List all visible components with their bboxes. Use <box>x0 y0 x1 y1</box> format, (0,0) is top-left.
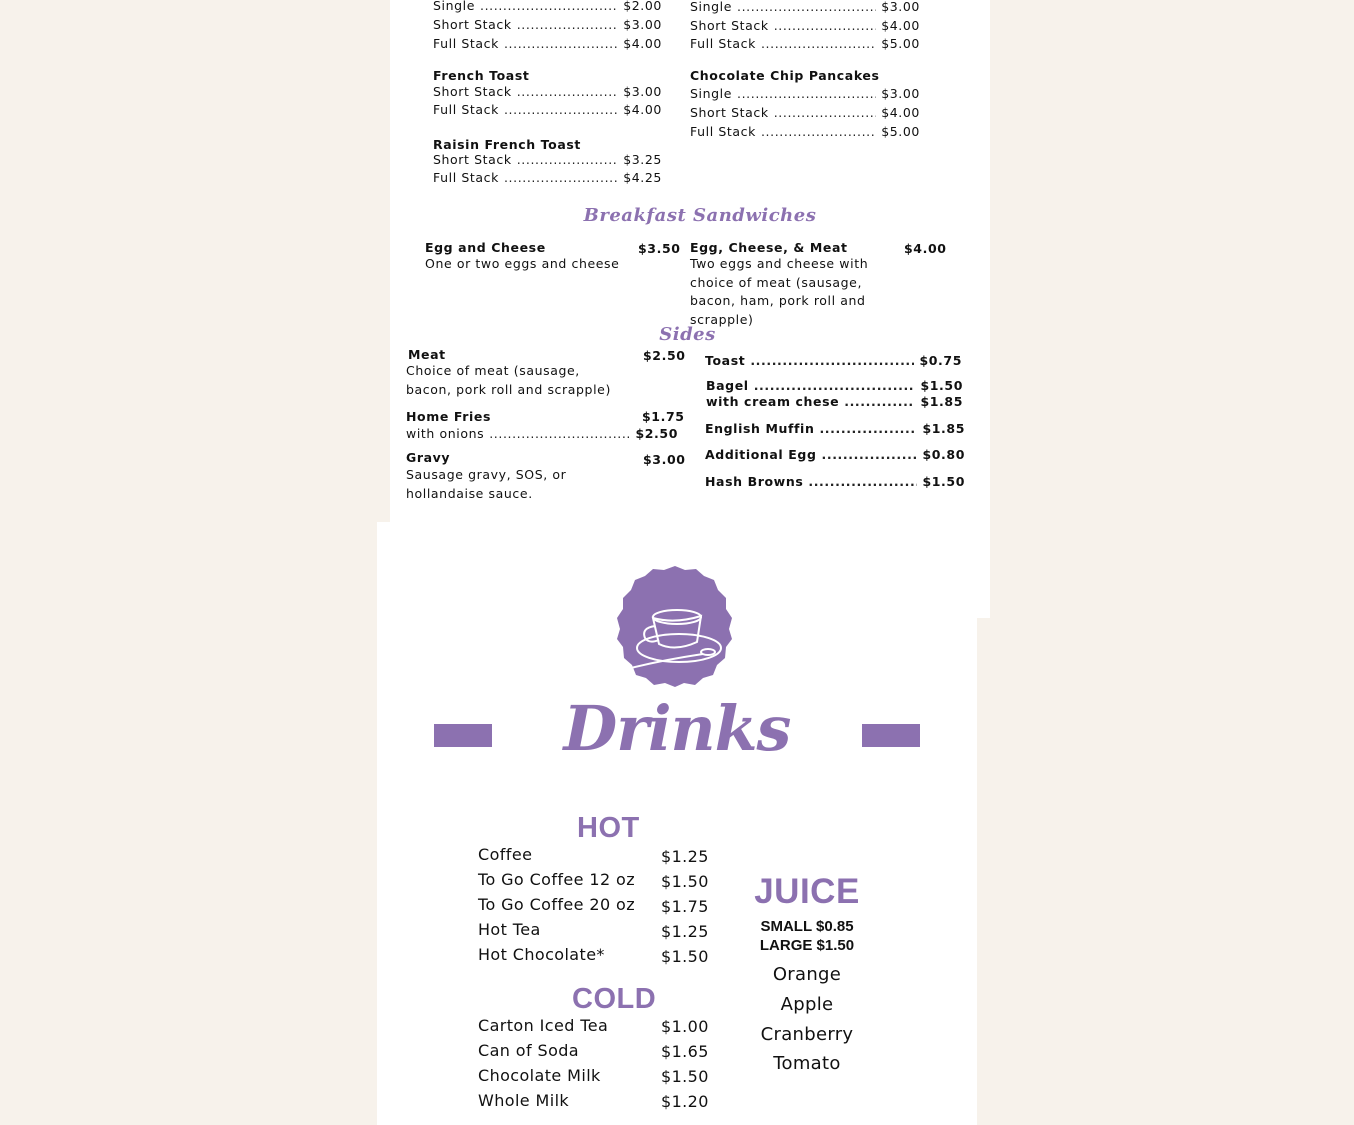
drinks-title: Drinks <box>563 692 791 765</box>
drink-name: Coffee <box>478 845 533 864</box>
juice-size-small: SMALL $0.85 <box>760 918 854 935</box>
coffee-cup-icon <box>613 564 737 688</box>
menu-row: Toast ..... $0.75 <box>705 353 962 368</box>
menu-row: Single ..... $3.00 <box>690 0 920 14</box>
drink-price: $1.20 <box>661 1092 709 1111</box>
drink-price: $1.50 <box>661 872 709 891</box>
item-description: Two eggs and cheese with choice of meat (sausage, bacon, ham, pork roll and scrapple) <box>690 256 869 327</box>
menu-row: Single ..... $3.00 <box>690 86 920 101</box>
menu-row: with onions ..... $2.50 <box>406 426 678 441</box>
section-heading-sides: Sides <box>659 324 716 345</box>
menu-row: Short Stack ..... $3.00 <box>433 17 662 32</box>
drink-name: Whole Milk <box>478 1091 570 1110</box>
item-heading-chocolate-chip-pancakes: Chocolate Chip Pancakes <box>690 68 880 83</box>
item-description: Sausage gravy, SOS, or hollandaise sauce. <box>406 467 567 501</box>
menu-row: with cream chese ..... $1.85 <box>706 394 963 409</box>
drinks-menu-page <box>377 522 977 1125</box>
item-heading-home-fries: Home Fries <box>406 409 492 424</box>
menu-row: Short Stack ..... $3.00 <box>433 84 662 99</box>
menu-row: English Muffin ..... $1.85 <box>705 421 965 436</box>
item-price: $3.00 <box>643 452 686 467</box>
item-price: $4.00 <box>904 241 947 256</box>
drink-name: Can of Soda <box>478 1041 580 1060</box>
item-heading-raisin-french-toast: Raisin French Toast <box>433 137 581 152</box>
menu-row: Full Stack ..... $4.25 <box>433 170 662 185</box>
menu-row: Full Stack ..... $5.00 <box>690 124 920 139</box>
juice-item: Cranberry <box>760 1024 854 1045</box>
juice-size-large: LARGE $1.50 <box>759 937 855 954</box>
item-price: $1.75 <box>642 409 685 424</box>
menu-row: Short Stack ..... $4.00 <box>690 105 920 120</box>
juice-item: Apple <box>780 994 834 1015</box>
drink-name: To Go Coffee 20 oz <box>478 895 636 914</box>
menu-row: Additional Egg ..... $0.80 <box>705 447 965 462</box>
drink-price: $1.65 <box>661 1042 709 1061</box>
menu-row: Full Stack ..... $5.00 <box>690 36 920 51</box>
drink-price: $1.75 <box>661 897 709 916</box>
category-heading-juice: JUICE <box>754 872 860 911</box>
item-heading-meat: Meat <box>408 347 446 362</box>
drink-price: $1.00 <box>661 1017 709 1036</box>
menu-row: Bagel ..... $1.50 <box>706 378 963 393</box>
menu-row: Hash Browns ..... $1.50 <box>705 474 965 489</box>
drink-name: Hot Chocolate* <box>478 945 605 964</box>
menu-row: Short Stack ..... $3.25 <box>433 152 662 167</box>
drink-price: $1.50 <box>661 1067 709 1086</box>
drink-price: $1.25 <box>661 847 709 866</box>
juice-item: Tomato <box>773 1053 841 1074</box>
section-heading-breakfast-sandwiches: Breakfast Sandwiches <box>583 205 817 226</box>
item-description: One or two eggs and cheese <box>425 256 620 271</box>
menu-row: Single ..... $2.00 <box>433 0 662 13</box>
drink-price: $1.50 <box>661 947 709 966</box>
category-heading-hot: HOT <box>577 812 640 844</box>
item-heading-egg-cheese-meat: Egg, Cheese, & Meat <box>690 240 848 255</box>
item-description: Choice of meat (sausage, bacon, pork roll and scrapple) <box>406 363 611 397</box>
menu-row: Short Stack ..... $4.00 <box>690 18 920 33</box>
item-price: $2.50 <box>643 348 686 363</box>
item-heading-egg-and-cheese: Egg and Cheese <box>425 240 546 255</box>
item-price: $3.50 <box>638 241 681 256</box>
item-heading-french-toast: French Toast <box>433 68 530 83</box>
menu-row: Full Stack ..... $4.00 <box>433 102 662 117</box>
drink-name: To Go Coffee 12 oz <box>478 870 636 889</box>
juice-item: Orange <box>772 964 842 985</box>
item-heading-gravy: Gravy <box>406 450 451 465</box>
drink-name: Hot Tea <box>478 920 541 939</box>
drink-name: Carton Iced Tea <box>478 1016 609 1035</box>
category-heading-cold: COLD <box>572 983 657 1015</box>
menu-row: Full Stack ..... $4.00 <box>433 36 662 51</box>
drink-price: $1.25 <box>661 922 709 941</box>
drink-name: Chocolate Milk <box>478 1066 601 1085</box>
